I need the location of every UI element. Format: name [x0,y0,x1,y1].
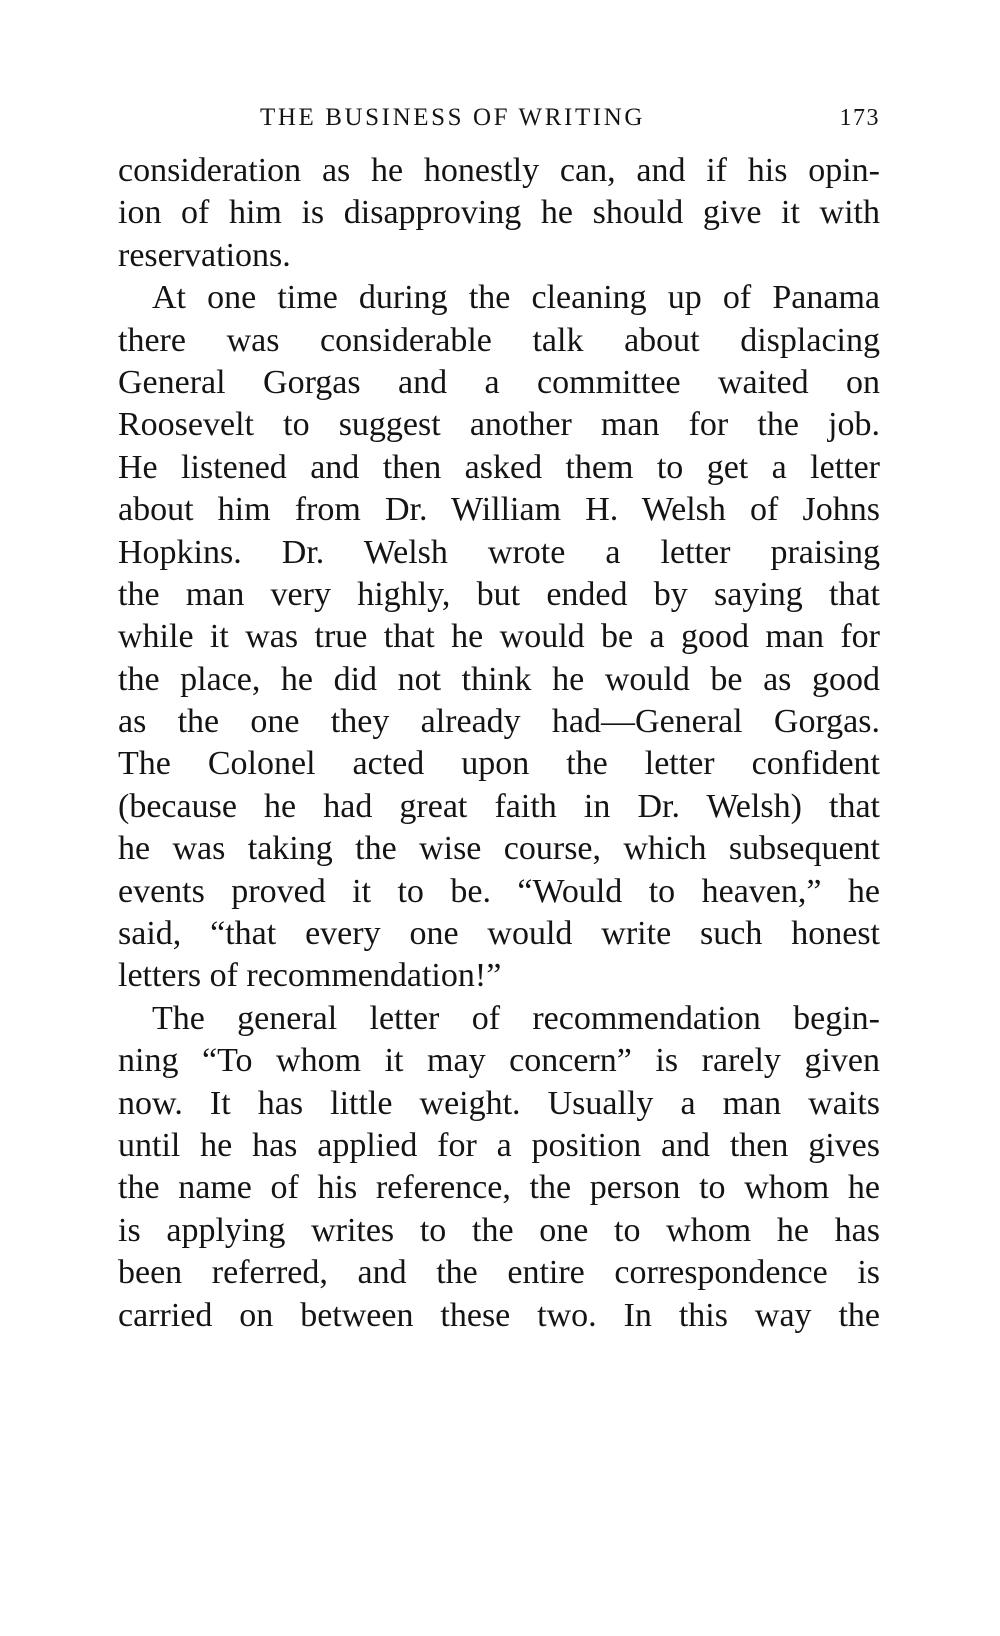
text-line: He listened and then asked them to get a letter [118,448,880,486]
text-line: he was taking the wise course, which subsequent [118,830,880,868]
text-line: carried on between these two. In this way the [118,1296,880,1334]
text-line: the name of his reference, the person to whom he [118,1169,880,1207]
text-line: until he has applied for a position and then gives [118,1126,880,1164]
text-line: now. It has little weight. Usually a man waits [118,1084,880,1122]
text-line: there was considerable talk about displacing [118,321,880,359]
text-line: The Colonel acted upon the letter confident [118,745,880,783]
text-line: Hopkins. Dr. Welsh wrote a letter praising [118,533,880,571]
text-line: as the one they already had—General Gorgas. [118,703,880,741]
running-head [118,98,880,138]
text-line: ning “To whom it may concern” is rarely given [118,1042,880,1080]
text-line: while it was true that he would be a good man for [118,618,880,656]
text-line: been referred, and the entire correspondence is [118,1254,880,1292]
text-line: letters of recommendation!” [118,957,502,995]
text-line: Roosevelt to suggest another man for the job. [118,406,880,444]
text-line: General Gorgas and a committee waited on [118,363,880,401]
text-line: is applying writes to the one to whom he has [118,1211,880,1249]
text-line: the place, he did not think he would be as good [118,660,880,698]
paragraph-first-line: At one time during the cleaning up of Panama [152,279,880,317]
body-text [118,150,880,1337]
page-number: 173 [839,105,880,131]
text-line: reservations. [118,236,291,274]
paragraph-first-line: The general letter of recommendation begin- [152,999,880,1037]
running-title: THE BUSINESS OF WRITING [260,104,646,131]
text-line: ion of him is disapproving he should give it with [118,194,880,232]
text-line: about him from Dr. William H. Welsh of Johns [118,491,880,529]
text-line: consideration as he honestly can, and if his opin- [118,152,880,189]
text-line: (because he had great faith in Dr. Welsh) that [118,787,880,825]
text-line: the man very highly, but ended by saying that [118,575,880,613]
text-line: said, “that every one would write such honest [118,915,880,953]
text-line: events proved it to be. “Would to heaven,” he [118,872,880,910]
